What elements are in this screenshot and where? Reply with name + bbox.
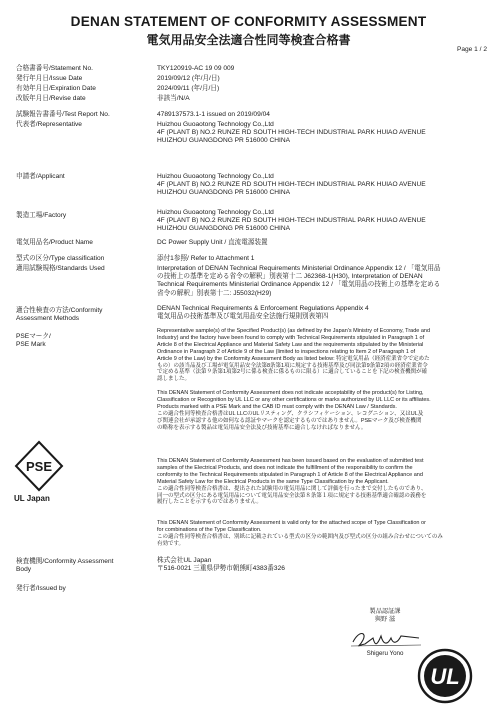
issued-by-label: 発行者/Issued by <box>16 585 66 592</box>
issuer-department: 製品認証課 <box>369 608 401 615</box>
standards-line: 省令の解釈」別表第十二: J55032(H29) <box>157 289 272 297</box>
product-name-value: DC Power Supply Unit / 直流電源装置 <box>157 239 268 246</box>
factory-line: Huizhou Guoaotong Technology Co.,Ltd <box>157 209 274 216</box>
statement-no-value: TKY120919-AC 19 09 009 <box>157 65 235 72</box>
conformity-methods-label <box>16 307 102 323</box>
signature-block <box>330 608 440 624</box>
type-classification-label: 型式の区分/Type classification <box>16 255 105 262</box>
revise-date-label: 改版年月日/Revise date <box>16 95 86 102</box>
paragraph-line: 同一の型式の区分にある電気用品について電気用品安全法第８条第１項に規定する技術基準適合確認の義務を <box>157 492 427 499</box>
conformity-methods-label-line: 適合性検査の方法/Conformity <box>16 307 103 314</box>
document-subtitle: 電気用品安全法適合性同等検査合格書 <box>146 33 351 47</box>
paragraph-line: この適合性同等検査合格書は、提出された試験用の電気用品に関して評価を行ったまで交付したものであり、 <box>157 485 427 492</box>
pse-mark-label-line: PSEマーク/ <box>16 333 51 340</box>
paragraph-line: This DENAN Statement of Conformity Assessment does not indicate acceptability of the product(s) for Listing, <box>157 390 424 396</box>
standards-line: Technical Requirements Ministerial Ordinance Appendix 12 / 「電気用品の技術上の基準を定める <box>157 281 441 289</box>
paragraph-line: 履行したことを示すものではありません。 <box>157 499 262 506</box>
conformity-body-line: 〒516-0021 三重県伊勢市朝熊町4383番326 <box>157 565 285 573</box>
pse-diamond-icon <box>14 440 64 492</box>
expiration-date-value: 2024/09/11 (年/月/日) <box>157 85 220 92</box>
page-number: Page 1 / 2 <box>456 46 487 53</box>
conformity-methods-line: DENAN Technical Requirements & Enforcement Regulations Appendix 4 <box>157 305 369 312</box>
conformity-body-value <box>157 557 487 573</box>
standards-value <box>157 265 487 298</box>
paragraph-line: for combinations of the Type Classification. <box>157 526 262 533</box>
factory-line: HUIZHOU GUANGDONG PR 516000 CHINA <box>157 225 291 233</box>
representative-line: HUIZHOU GUANGDONG PR 516000 CHINA <box>157 137 291 145</box>
applicant-line: 4F (PLANT B) NO.2 RUNZE RD SOUTH HIGH-TECH INDUSTRIAL PARK HUIAO AVENUE <box>157 181 426 189</box>
applicant-line: HUIZHOU GUANGDONG PR 516000 CHINA <box>157 189 291 197</box>
revise-date-value: 非該当/N/A <box>157 95 190 102</box>
ul-logo-icon <box>417 648 473 704</box>
paragraph-line: This DENAN Statement of Conformity Assessment is valid only for the attached scope of Type Classification or <box>157 520 426 526</box>
test-report-value: 4789137573.1-1 issued on 2019/09/04 <box>157 111 270 118</box>
conformity-body-label <box>16 558 113 574</box>
conformity-methods-value <box>157 305 487 321</box>
paragraph-line: の略称を表示する製品は電気用品安全法及び技術基準に適合しなければなりません。 <box>157 424 367 431</box>
pse-logo-text: PSE <box>25 459 53 474</box>
statement-no-label: 合格書番号/Statement No. <box>16 65 93 72</box>
document-title: DENAN STATEMENT OF CONFORMITY ASSESSMENT <box>70 14 427 29</box>
paragraph-line: conformity to the Technical Requirements stipulated in Paragraph 1 of Article 8 of the Electrical Appliance and <box>157 471 423 478</box>
paragraph-line: Material Safety Law for the Electrical Products in the same Type Classification by the Applicant. <box>157 478 389 485</box>
applicant-line: Huizhou Guoaotong Technology Co.,Ltd <box>157 173 274 180</box>
standards-line: の技術上の基準を定める省令の解釈」別表第十二 J62368-1(H30), Interpretation of DENAN <box>157 273 423 281</box>
paragraph-line: Industry) and the factory have been found to comply with Technical Requirements stipulated in Paragraph 1 of <box>157 334 425 341</box>
paragraph-line: This DENAN Statement of Conformity Assessment has been issued based on the evaluation of submitted test <box>157 458 424 464</box>
standards-label: 適用試験規格/Standards Used <box>16 265 105 272</box>
ul-disclaimer-paragraph <box>157 390 487 431</box>
applicant-value <box>157 173 487 198</box>
samples-paragraph <box>157 458 487 506</box>
conformity-methods-line: 電気用品の技術基準及び電気用品安全法施行規則別表第四 <box>157 313 329 321</box>
expiration-date-label: 有効年月日/Expiration Date <box>16 85 96 92</box>
standards-line: Interpretation of DENAN Technical Requirements Ministerial Ordinance Appendix 12 / 「電気用品 <box>157 265 441 272</box>
representative-line: Huizhou Guoaotong Technology Co.,Ltd <box>157 121 274 128</box>
pse-logo-caption: UL Japan <box>14 494 50 503</box>
representative-line: 4F (PLANT B) NO.2 RUNZE RD SOUTH HIGH-TECH INDUSTRIAL PARK HUIAO AVENUE <box>157 129 426 137</box>
paragraph-line: 認しました。 <box>157 376 191 383</box>
factory-label: 製造工場/Factory <box>16 212 67 219</box>
paragraph-line: Article 9 of the Law) by the Conformity Assessment Body as listed below: 特定電気用品（経済産業省令で定めた <box>157 355 430 362</box>
pse-mark-label-line: PSE Mark <box>16 341 46 349</box>
conformity-body-line: 株式会社UL Japan <box>157 557 212 564</box>
paragraph-line: Representative sample(s) of the Specified Product(s) (as defined by the Japan's Ministry of Economy, Trade and <box>157 328 431 334</box>
representative-value <box>157 121 487 146</box>
scope-paragraph <box>157 520 487 548</box>
paragraph-line: この適合性同等検査合格書は、別紙に記載されている型式の区分の範囲内及び型式の区分の組み合わせについてのみ <box>157 533 443 540</box>
conformity-methods-label-line: Assessment Methods <box>16 315 80 323</box>
issuer-name-en: Shigeru Yono <box>366 650 404 657</box>
pse-paragraph <box>157 328 487 383</box>
paragraph-line: samples of the Electrical Products, and does not indicate the fulfillment of the responsibility to confirm the <box>157 464 413 471</box>
paragraph-line: Products marked with a PSE Mark and the CAB ID must comply with the DENAN Law / Standards. <box>157 403 397 410</box>
paragraph-line: で定める基準（法第９条第1項第2号に係る検査に係るものに限る）に適合していることを下記の検査機関が確 <box>157 369 428 376</box>
product-name-label: 電気用品名/Product Name <box>16 239 93 246</box>
issue-date-value: 2019/09/12 (年/月/日) <box>157 75 220 82</box>
test-report-label: 試験報告書番号/Test Report No. <box>16 111 110 118</box>
paragraph-line: Article 8 of the Electrical Appliance and Material Safety Law and the requirements stipulated by the Ministerial <box>157 341 424 348</box>
pse-mark-label <box>16 333 51 349</box>
representative-label: 代表者/Representative <box>16 121 82 128</box>
paragraph-line: もの）の該当品及び工場が電気用品安全法第8条第1項に規定する技術基準及び同法第9条第2項の経済産業省令 <box>157 362 428 369</box>
type-classification-value: 添付1参照/ Refer to Attachment 1 <box>157 255 255 262</box>
conformity-body-label-line: Body <box>16 566 32 574</box>
paragraph-line: 有効です。 <box>157 540 185 547</box>
factory-value <box>157 209 487 234</box>
paragraph-line: Ordinance in Paragraph 2 of Article 9 of the Law (limited to inspections relating to Item 2 of Paragraph 1 of <box>157 348 416 355</box>
issue-date-label: 発行年月日/Issue Date <box>16 75 83 82</box>
paragraph-line: Classification or Recognition by UL LLC or any other certifications or marks authorized by UL LLC or its affiliates. <box>157 396 431 403</box>
paragraph-line: び関連会社が承認する他の如何なる認証やマークを認定するものではありません。PSEマーク及び検査機関 <box>157 417 422 424</box>
applicant-label: 申請者/Applicant <box>16 173 65 180</box>
conformity-body-label-line: 検査機関/Conformity Assessment <box>16 558 114 565</box>
paragraph-line: この適合性同等検査合格書はUL LLCのULリスティング、クラシフィケーション、レコグニション、又はUL及 <box>157 410 424 417</box>
issuer-name-jp: 與野 滋 <box>374 616 396 623</box>
factory-line: 4F (PLANT B) NO.2 RUNZE RD SOUTH HIGH-TECH INDUSTRIAL PARK HUIAO AVENUE <box>157 217 426 225</box>
ul-logo-text: UL <box>430 664 460 689</box>
